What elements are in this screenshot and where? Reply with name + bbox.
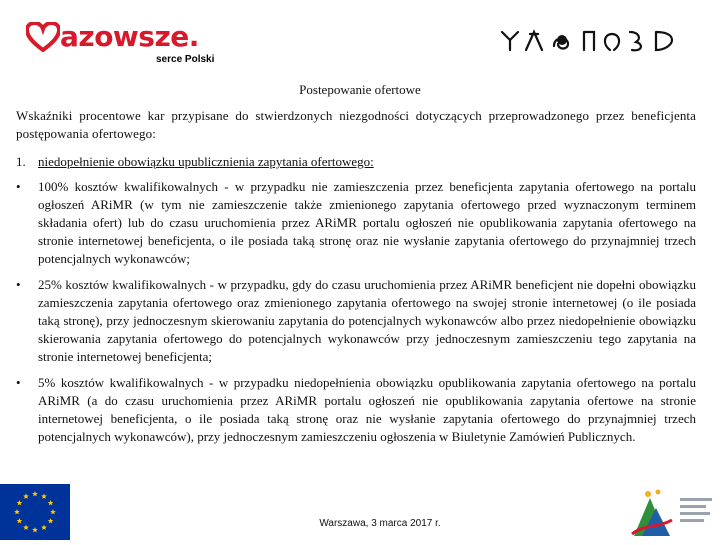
logo-wordmark-text: azowsze.	[60, 20, 199, 53]
bullet-icon: •	[16, 375, 21, 390]
penalty-bullet-list	[16, 178, 696, 454]
mazowsze-logo	[22, 20, 232, 66]
logo-tagline: serce Polski	[156, 54, 215, 65]
eu-flag-icon	[0, 484, 70, 540]
page-title: Postepowanie ofertowe	[299, 82, 421, 97]
list-item	[16, 276, 696, 366]
mazowsze-logo-wordmark	[26, 20, 199, 54]
intro-paragraph: Wskaźniki procentowe kar przypisane do stwierdzonych niezgodności dotyczących przeprowadzonego przez beneficjenta postępowania ofertowego:	[16, 108, 696, 141]
eu-flag-logo	[0, 484, 70, 540]
heart-m-icon	[26, 22, 60, 52]
numbered-item	[16, 153, 374, 171]
list-item	[16, 178, 696, 268]
mazovia-emblem-logo	[498, 26, 704, 56]
footer-date: Warszawa, 3 marca 2017 r.	[319, 518, 441, 529]
bullet-icon: •	[16, 179, 21, 194]
mazovia-emblem-icon	[498, 26, 704, 56]
ksow-logo-icon	[628, 484, 720, 540]
numbered-item-number: 1.	[16, 154, 26, 169]
list-item	[16, 374, 696, 446]
list-item-text: 25% kosztów kwalifikowalnych - w przypadku, gdy do czasu uruchomienia przez ARiMR beneficjent nie dopełni obowiązku zamieszczenia zapytania ofertowego oraz zmienionego zapytania ofertowego na swojej stronie internetowej (o ile posiada taką stronę), przy jednoczesnym skierowaniu zapytania do potencjalnych wykonawców albo przez niedopełnienie obowiązku skierowania zapytania ofertowego do potencjalnych wykonawców przy jednoczesnym zamieszczeniu tego zapytania na stronie internetowej beneficjenta;	[38, 277, 696, 364]
ksow-logo	[628, 484, 720, 540]
list-item-text: 5% kosztów kwalifikowalnych - w przypadku niedopełnienia obowiązku opublikowania zapytania ofertowego na portalu ARiMR (a do czasu uruchomienia przez ARiMR portalu ogłoszeń nie opublikowania zapytania ofertowe na stronie internetowej beneficjenta, o ile posiada taką stronę oraz nie wysłanie zapytania ofertowego do przynajmniej trzech potencjalnych wykonawców), przy jednoczesnym zamieszczeniu ogłoszenia w Biuletynie Zamówień Publicznych.	[38, 375, 696, 444]
list-item-text: 100% kosztów kwalifikowalnych - w przypadku nie zamieszczenia przez beneficjenta zapytania ofertowego na portalu ogłoszeń ARiMR (w tym nie zamieszczenie także zmienionego zapytania ofertowego przed wyznaczonym terminem składania ofert) lub do czasu uruchomienia przez ARiMR portalu ogłoszeń nie opublikowania zapytania ofertowego na stronie internetowej beneficjenta, o ile posiada taką stronę oraz nie wysłanie zapytania ofertowego do przynajmniej trzech potencjalnych wykonawców;	[38, 179, 696, 266]
numbered-item-text: niedopełnienie obowiązku upublicznienia zapytania ofertowego:	[38, 154, 374, 169]
bullet-icon: •	[16, 277, 21, 292]
